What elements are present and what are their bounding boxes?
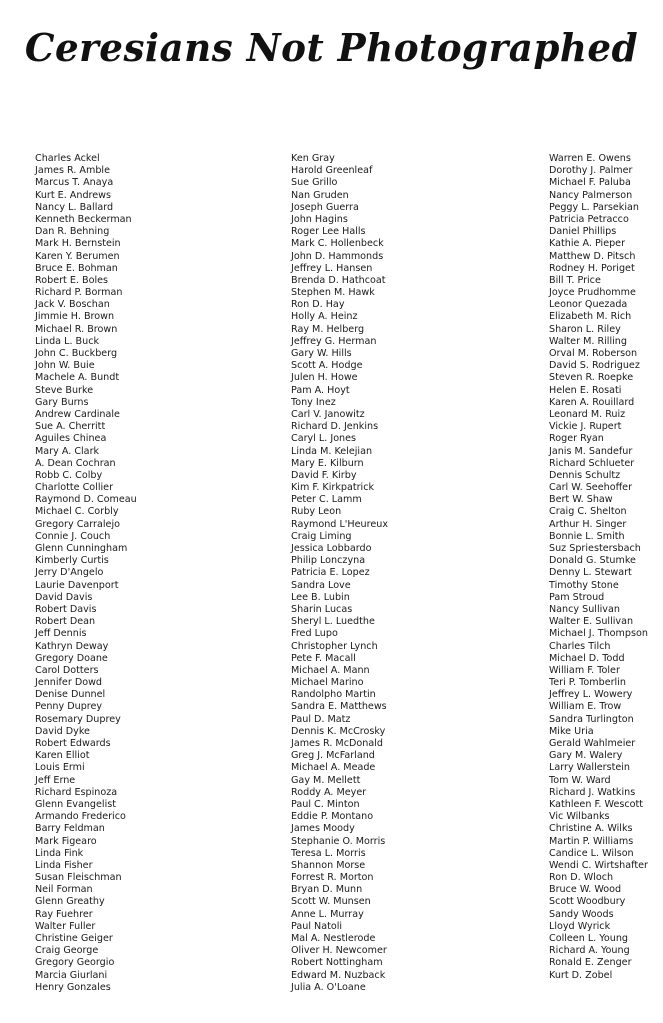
- name-entry: Janis M. Sandefur: [549, 445, 633, 457]
- name-entry: Paul C. Minton: [291, 798, 360, 810]
- name-entry: John C. Buckberg: [35, 348, 118, 359]
- name-entry: Karen Elliot: [35, 750, 90, 762]
- name-entry: David S. Rodriguez: [549, 360, 640, 372]
- name-entry: Patricia E. Lopez: [291, 567, 370, 579]
- name-entry: Sandra Turlington: [549, 713, 634, 725]
- name-entry: David Dyke: [35, 725, 90, 737]
- name-entry: Dennis Schultz: [549, 469, 621, 481]
- name-entry: Mark Figearo: [35, 835, 97, 847]
- name-entry: Linda M. Kelejian: [291, 445, 373, 457]
- name-entry: William E. Trow: [549, 701, 622, 713]
- name-entry: Mark H. Bernstein: [35, 238, 121, 250]
- name-entry: Candice L. Wilson: [549, 847, 634, 859]
- name-entry: Richard Espinoza: [35, 786, 118, 798]
- name-entry: Edward M. Nuzback: [291, 969, 386, 981]
- name-entry: Kim F. Kirkpatrick: [291, 482, 375, 494]
- name-entry: Rodney H. Poriget: [549, 262, 635, 274]
- name-entry: Connie J. Couch: [35, 530, 111, 542]
- name-entry: Raymond D. Comeau: [35, 494, 137, 506]
- name-entry: Charles Ackel: [35, 153, 100, 164]
- name-entry: Barry Feldman: [35, 823, 105, 835]
- name-entry: Ruby Leon: [291, 506, 342, 518]
- name-entry: Steven R. Roepke: [549, 372, 634, 384]
- name-entry: John Hagins: [291, 213, 348, 225]
- name-entry: Richard J. Watkins: [549, 786, 636, 798]
- name-entry: Colleen L. Young: [549, 933, 628, 944]
- name-entry: Sandra Love: [291, 579, 351, 591]
- name-entry: Andrew Cardinale: [35, 408, 120, 420]
- name-entry: Dorothy J. Palmer: [549, 165, 633, 177]
- name-entry: Kimberly Curtis: [35, 555, 109, 567]
- name-entry: Bryan D. Munn: [291, 884, 363, 896]
- name-entry: Shannon Morse: [291, 859, 366, 871]
- name-entry: Raymond L'Heureux: [291, 518, 389, 530]
- name-entry: Gregory Doane: [35, 652, 108, 664]
- name-entry: Randolpho Martin: [291, 689, 376, 701]
- name-entry: David Davis: [35, 591, 93, 603]
- name-entry: Walter M. Rilling: [549, 335, 627, 347]
- name-entry: Robert Davis: [35, 603, 97, 615]
- name-entry: Bruce E. Bohman: [35, 262, 118, 274]
- name-entry: Ray Fuehrer: [35, 908, 93, 920]
- name-entry: Kathleen F. Wescott: [549, 798, 644, 810]
- name-entry: Eddie P. Montano: [291, 811, 374, 823]
- name-entry: Walter E. Sullivan: [549, 616, 634, 628]
- name-entry: Pam A. Hoyt: [291, 384, 350, 396]
- name-entry: Nancy Sullivan: [549, 603, 620, 615]
- name-entry: Charles Tilch: [549, 640, 611, 652]
- name-entry: Christopher Lynch: [291, 640, 378, 652]
- name-entry: Karen A. Rouillard: [549, 396, 635, 408]
- name-entry: Christine Geiger: [35, 933, 113, 944]
- name-entry: Leonor Quezada: [549, 299, 628, 311]
- name-entry: Nancy L. Ballard: [35, 201, 114, 213]
- name-entry: Patricia Petracco: [549, 213, 629, 225]
- name-entry: Sharin Lucas: [291, 603, 353, 615]
- name-entry: Glenn Evangelist: [35, 798, 116, 810]
- name-entry: Jeff Erne: [35, 774, 76, 786]
- name-column-1: [35, 153, 137, 994]
- name-entry: Craig George: [35, 945, 99, 957]
- name-entry: Louis Ermi: [35, 762, 85, 774]
- name-entry: Timothy Stone: [549, 579, 619, 591]
- name-entry: Tony Inez: [291, 396, 336, 408]
- name-entry: Kurt D. Zobel: [549, 969, 613, 981]
- name-entry: Kenneth Beckerman: [35, 213, 132, 225]
- name-entry: Craig C. Shelton: [549, 506, 627, 518]
- name-entry: Sheryl L. Luedthe: [291, 616, 375, 628]
- name-entry: Bill T. Price: [549, 274, 601, 286]
- name-entry: Jerry D'Angelo: [35, 567, 104, 579]
- name-entry: Scott A. Hodge: [291, 360, 363, 372]
- name-column-2: [291, 153, 388, 994]
- name-entry: Jeffrey L. Hansen: [291, 262, 373, 274]
- name-entry: John D. Hammonds: [291, 250, 384, 262]
- name-entry: Susan Fleischman: [35, 872, 122, 884]
- name-entry: Dan R. Behning: [35, 226, 110, 238]
- name-entry: Denise Dunnel: [35, 689, 106, 701]
- name-entry: Ron D. Hay: [291, 299, 345, 311]
- name-entry: Gary M. Walery: [549, 750, 623, 762]
- name-entry: Holly A. Heinz: [291, 311, 358, 323]
- name-entry: Jessica Lobbardo: [291, 543, 372, 554]
- name-entry: Brenda D. Hathcoat: [291, 274, 386, 286]
- name-entry: Linda Fink: [35, 847, 84, 859]
- name-entry: Vic Wilbanks: [549, 811, 610, 823]
- name-entry: Marcia Giurlani: [35, 969, 108, 981]
- name-entry: Carl V. Janowitz: [291, 408, 365, 420]
- name-entry: Harold Greenleaf: [291, 165, 373, 177]
- name-entry: Robert Nottingham: [291, 957, 383, 969]
- name-entry: Joyce Prudhomme: [549, 287, 636, 299]
- name-entry: Michael R. Brown: [35, 323, 118, 335]
- name-entry: Bert W. Shaw: [549, 494, 613, 506]
- name-entry: Carl W. Seehoffer: [549, 482, 633, 494]
- name-entry: Machele A. Bundt: [35, 372, 120, 384]
- page-title: Ceresians Not Photographed: [24, 25, 639, 71]
- name-entry: Michael J. Thompson: [549, 628, 648, 640]
- name-entry: Warren E. Owens: [549, 153, 631, 164]
- name-entry: Linda Fisher: [35, 859, 93, 871]
- name-entry: Elizabeth M. Rich: [549, 311, 632, 323]
- name-entry: Marcus T. Anaya: [35, 177, 114, 189]
- name-entry: Stephanie O. Morris: [291, 835, 386, 847]
- name-entry: William F. Toler: [549, 664, 620, 676]
- name-entry: Christine A. Wilks: [549, 823, 633, 835]
- name-entry: Gary W. Hills: [291, 348, 352, 359]
- name-entry: Armando Frederico: [35, 811, 126, 823]
- name-entry: Orval M. Roberson: [549, 348, 638, 359]
- name-entry: James Moody: [291, 823, 355, 835]
- name-entry: Scott Woodbury: [549, 896, 626, 908]
- name-entry: Lloyd Wyrick: [549, 920, 611, 932]
- name-entry: Teresa L. Morris: [291, 847, 366, 859]
- name-entry: Robb C. Colby: [35, 469, 103, 481]
- name-entry: Bonnie L. Smith: [549, 530, 625, 542]
- name-entry: Greg J. McFarland: [291, 750, 375, 762]
- name-entry: Richard Schlueter: [549, 457, 635, 469]
- name-entry: Jeffrey L. Wowery: [549, 689, 633, 701]
- name-entry: Vickie J. Rupert: [549, 421, 622, 433]
- name-entry: Caryl L. Jones: [291, 433, 357, 445]
- name-entry: Richard D. Jenkins: [291, 421, 379, 433]
- name-entry: Pete F. Macall: [291, 652, 356, 664]
- name-entry: Jack V. Boschan: [35, 299, 110, 311]
- name-entry: Tom W. Ward: [549, 774, 611, 786]
- name-entry: Sandra E. Matthews: [291, 701, 387, 713]
- name-entry: Michael A. Meade: [291, 762, 376, 774]
- name-entry: Penny Duprey: [35, 701, 103, 713]
- name-entry: Julen H. Howe: [291, 372, 358, 384]
- name-entry: Wendi C. Wirtshafter: [549, 859, 648, 871]
- name-entry: Linda L. Buck: [35, 335, 100, 347]
- name-entry: Glenn Cunningham: [35, 543, 128, 554]
- name-entry: Peggy L. Parsekian: [549, 201, 639, 213]
- name-entry: Laurie Davenport: [35, 579, 119, 591]
- name-entry: Craig Liming: [291, 530, 352, 542]
- name-entry: Richard A. Young: [549, 945, 630, 957]
- name-entry: Ron D. Wloch: [549, 872, 614, 884]
- name-entry: Karen Y. Berumen: [35, 250, 120, 262]
- name-entry: Jimmie H. Brown: [35, 311, 115, 323]
- name-entry: Teri P. Tomberlin: [549, 677, 626, 689]
- name-entry: Jeff Dennis: [35, 628, 87, 640]
- name-entry: Robert E. Boles: [35, 274, 109, 286]
- name-entry: Roddy A. Meyer: [291, 786, 367, 798]
- name-entry: Peter C. Lamm: [291, 494, 362, 506]
- name-entry: Michael Marino: [291, 677, 364, 689]
- name-entry: Carol Dotters: [35, 664, 99, 676]
- name-entry: Kathie A. Pieper: [549, 238, 626, 250]
- name-entry: Ronald E. Zenger: [549, 957, 632, 969]
- name-entry: Pam Stroud: [549, 591, 605, 603]
- name-entry: Gerald Wahlmeier: [549, 738, 636, 749]
- name-entry: David F. Kirby: [291, 469, 357, 481]
- name-entry: Steve Burke: [35, 384, 94, 396]
- name-entry: Matthew D. Pitsch: [549, 250, 636, 262]
- name-entry: Gary Burns: [35, 396, 89, 408]
- name-entry: Joseph Guerra: [291, 201, 359, 213]
- name-entry: Ken Gray: [291, 153, 335, 164]
- name-entry: Gregory Carralejo: [35, 518, 120, 530]
- name-entry: Kathryn Deway: [35, 640, 109, 652]
- name-entry: Oliver H. Newcomer: [291, 945, 387, 957]
- name-entry: Donald G. Stumke: [549, 555, 636, 567]
- name-entry: Jennifer Dowd: [35, 677, 103, 689]
- name-entry: Gregory Georgio: [35, 957, 115, 969]
- name-entry: Fred Lupo: [291, 628, 338, 640]
- name-entry: Sandy Woods: [549, 908, 614, 920]
- name-entry: Philip Lonczyna: [291, 555, 366, 567]
- name-entry: Arthur H. Singer: [549, 518, 627, 530]
- name-entry: Roger Ryan: [549, 433, 604, 445]
- name-entry: James R. Amble: [35, 165, 110, 177]
- name-entry: Larry Wallerstein: [549, 762, 631, 774]
- name-entry: Martin P. Williams: [549, 835, 634, 847]
- name-entry: Paul Natoli: [291, 920, 343, 932]
- name-entry: Rosemary Duprey: [35, 713, 121, 725]
- name-entry: Lee B. Lubin: [291, 591, 350, 603]
- name-entry: Anne L. Murray: [291, 908, 364, 920]
- name-entry: Roger Lee Halls: [291, 226, 366, 238]
- name-entry: Charlotte Collier: [35, 482, 114, 494]
- name-entry: Walter Fuller: [35, 920, 96, 932]
- name-entry: A. Dean Cochran: [35, 457, 116, 469]
- name-entry: Neil Forman: [35, 884, 93, 896]
- name-entry: Jeffrey G. Herman: [291, 335, 377, 347]
- name-entry: Kurt E. Andrews: [35, 189, 112, 201]
- name-entry: Stephen M. Hawk: [291, 287, 375, 299]
- name-entry: Sue A. Cherritt: [35, 421, 106, 433]
- name-entry: John W. Buie: [35, 360, 95, 372]
- name-entry: Forrest R. Morton: [291, 872, 374, 884]
- name-entry: Michael C. Corbly: [35, 506, 119, 518]
- name-entry: Denny L. Stewart: [549, 567, 632, 579]
- name-entry: Gay M. Mellett: [291, 774, 361, 786]
- name-entry: Daniel Phillips: [549, 226, 617, 238]
- name-entry: Dennis K. McCrosky: [291, 725, 386, 737]
- name-entry: Mike Uria: [549, 725, 594, 737]
- name-entry: Mark C. Hollenbeck: [291, 238, 384, 250]
- name-entry: Bruce W. Wood: [549, 884, 622, 896]
- name-entry: Nan Gruden: [291, 189, 349, 201]
- name-entry: Sue Grillo: [291, 177, 338, 189]
- name-entry: Suz Spriestersbach: [549, 543, 641, 554]
- name-entry: Michael F. Paluba: [549, 177, 631, 189]
- name-entry: Robert Edwards: [35, 738, 111, 749]
- name-entry: Mary E. Kilburn: [291, 457, 364, 469]
- name-entry: Michael A. Mann: [291, 664, 370, 676]
- name-entry: Glenn Greathy: [35, 896, 105, 908]
- name-entry: Richard P. Borman: [35, 287, 123, 299]
- name-entry: Ray M. Helberg: [291, 323, 365, 335]
- name-entry: Paul D. Matz: [291, 713, 351, 725]
- name-entry: James R. McDonald: [291, 738, 383, 749]
- name-entry: Nancy Palmerson: [549, 189, 633, 201]
- name-entry: Julia A. O'Loane: [291, 981, 366, 993]
- name-entry: Helen E. Rosati: [549, 384, 622, 396]
- name-entry: Robert Dean: [35, 616, 96, 628]
- name-column-3: [549, 153, 648, 982]
- name-entry: Aguiles Chinea: [35, 433, 107, 445]
- name-entry: Mary A. Clark: [35, 445, 100, 457]
- name-entry: Leonard M. Ruiz: [549, 408, 626, 420]
- name-entry: Sharon L. Riley: [549, 323, 621, 335]
- name-entry: Henry Gonzales: [35, 981, 111, 993]
- name-entry: Scott W. Munsen: [291, 896, 371, 908]
- name-entry: Mal A. Nestlerode: [291, 933, 376, 944]
- name-entry: Michael D. Todd: [549, 652, 625, 664]
